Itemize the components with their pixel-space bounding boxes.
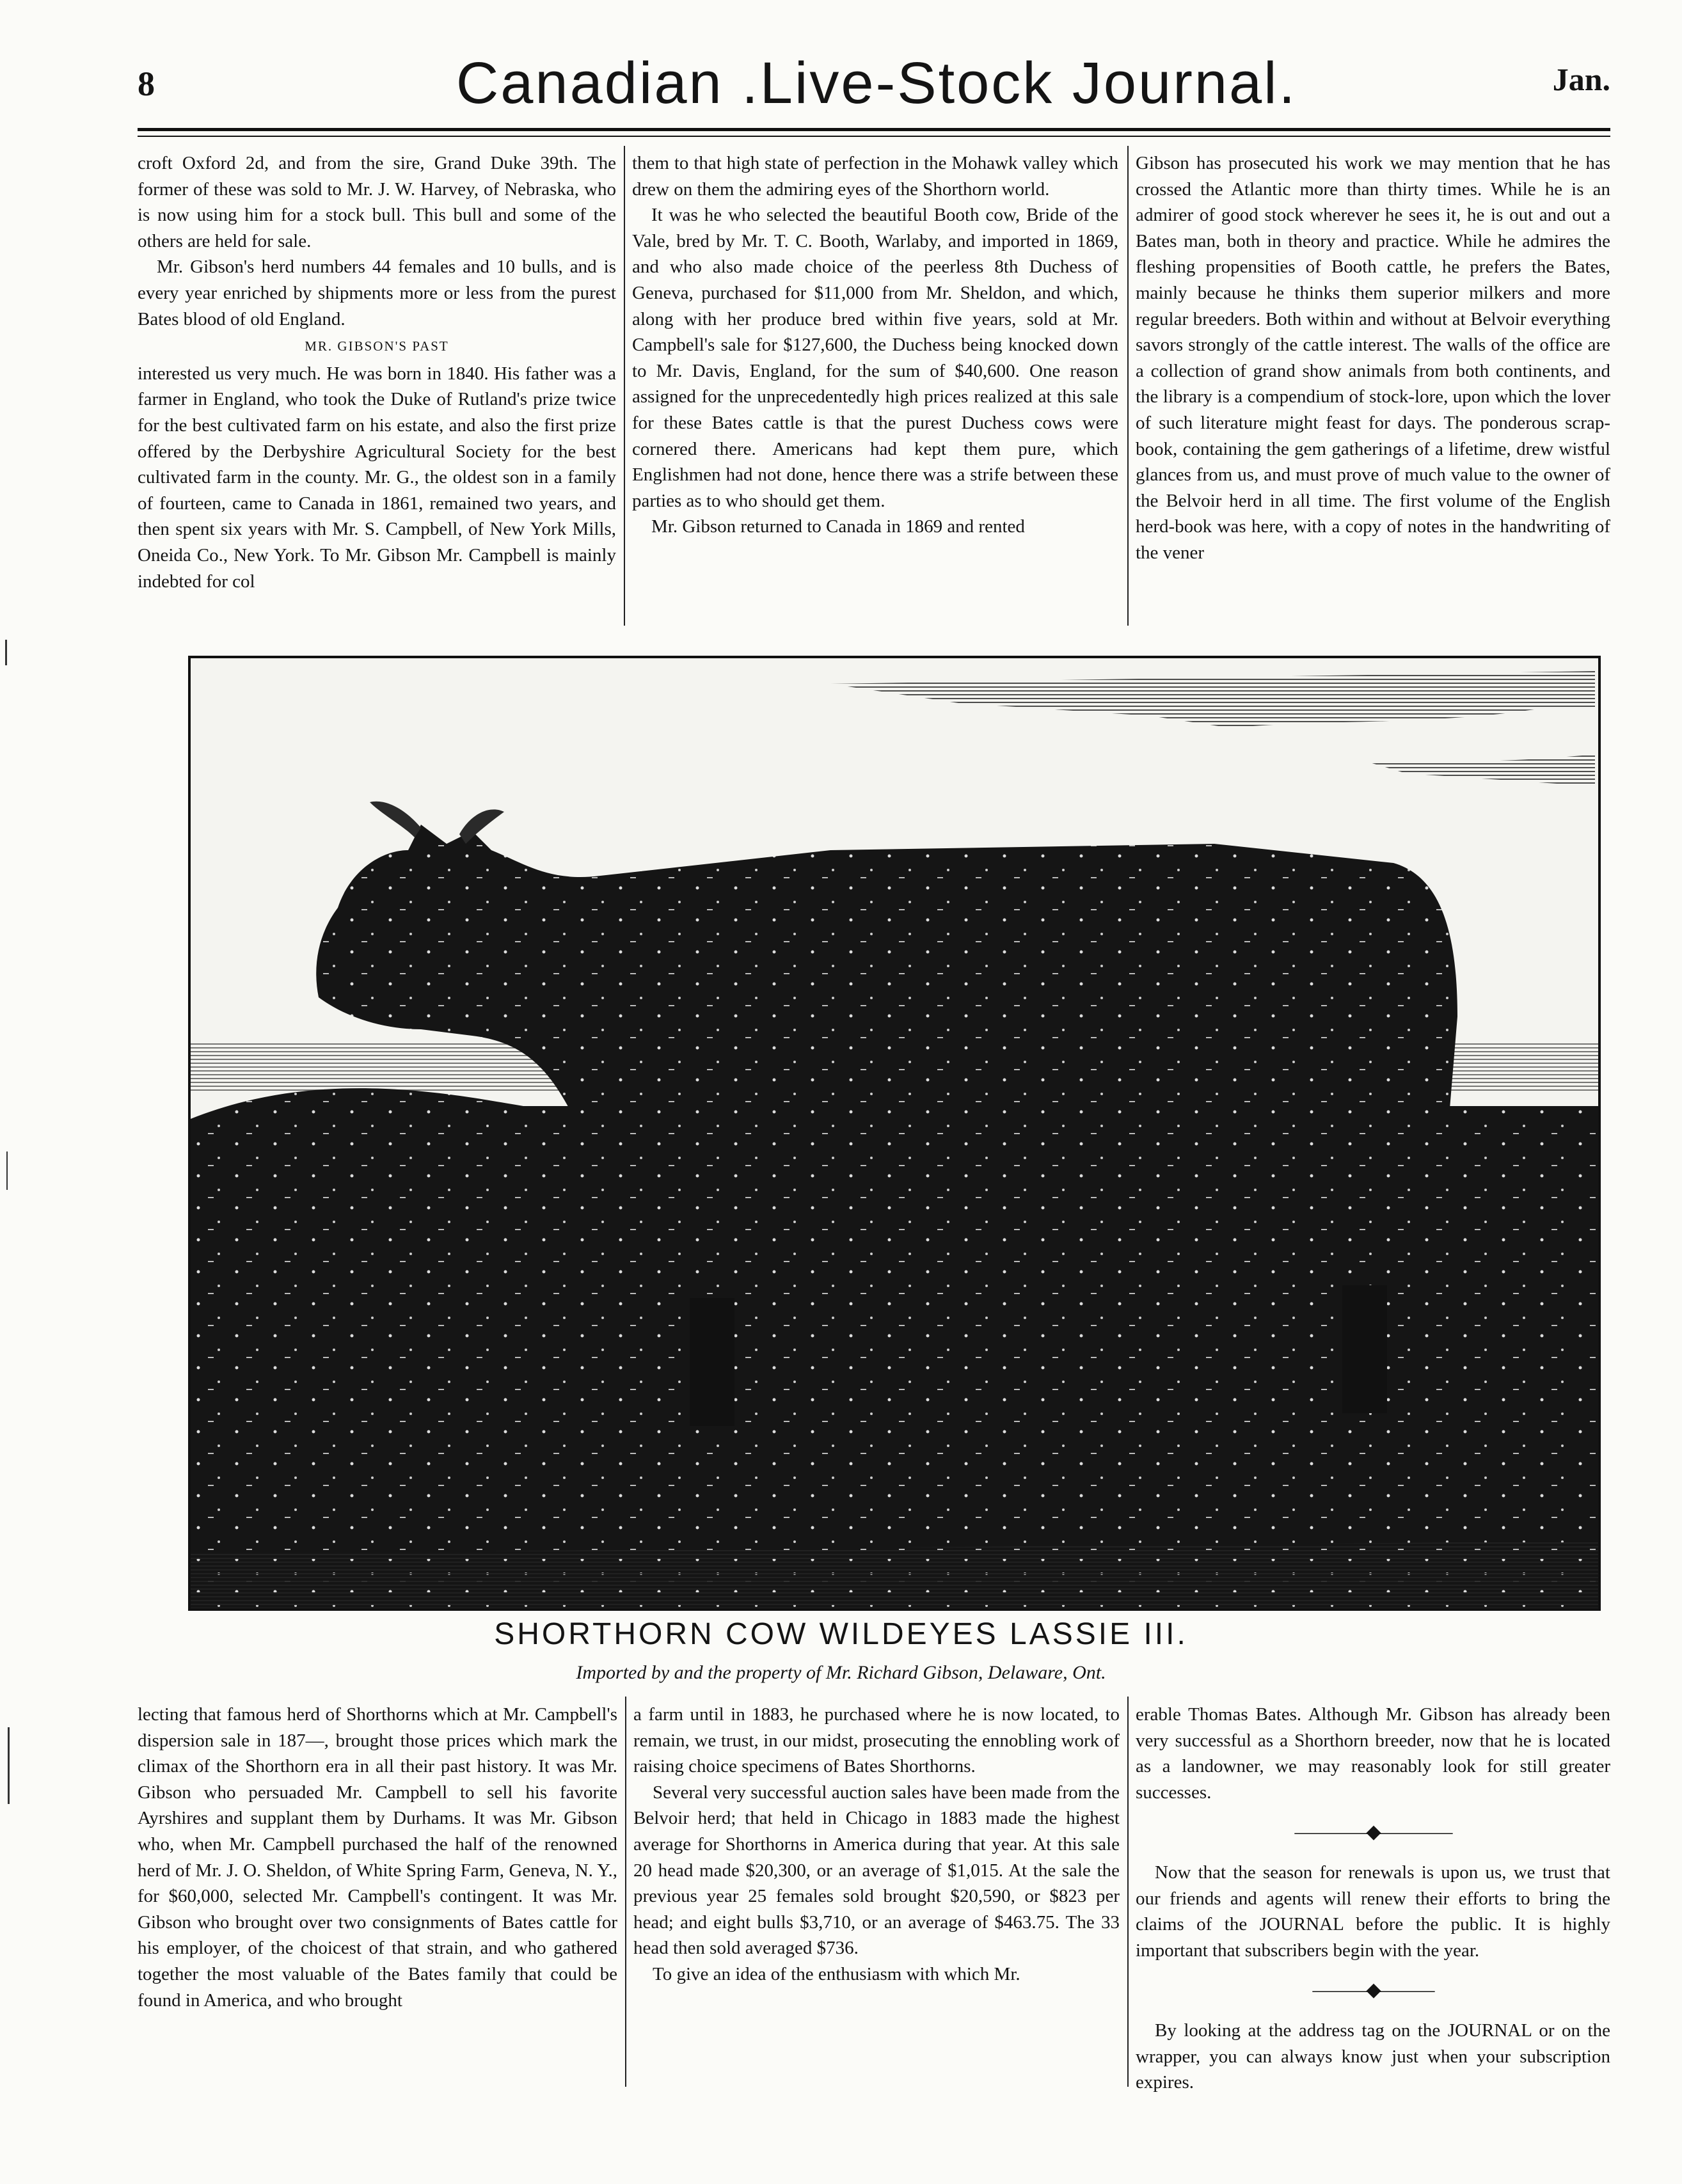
journal-masthead: Canadian .Live-Stock Journal.: [456, 51, 1297, 116]
column-divider: [624, 146, 625, 626]
issue-month: Jan.: [1552, 61, 1610, 97]
header-rule-thin: [138, 136, 1610, 137]
notice-address-tag: By looking at the address tag on the JOURNAL or on the wrapper, you can always know just when your subscription expires.: [1136, 2020, 1610, 2093]
page-number: 8: [138, 65, 155, 103]
paragraph: Mr. Gibson returned to Canada in 1869 and rented: [651, 516, 1025, 537]
section-subhead: MR. GIBSON'S PAST: [305, 338, 449, 354]
paragraph: a farm until in 1883, he purchased where he is now located, to remain, we trust, in our midst, prosecuting the ennobling work of raising choice specimens of Bates Shorthorns.: [633, 1704, 1120, 1777]
illustration-caption-title: SHORTHORN COW WILDEYES LASSIE III.: [494, 1617, 1188, 1651]
paragraph: Mr. Gibson's herd numbers 44 females and 10 bulls, and is every year enriched by shipments more or less from the purest Bates blood of old England.: [138, 257, 616, 329]
margin-specks: [0, 0, 38, 2184]
paragraph: To give an idea of the enthusiasm with which Mr.: [653, 1963, 1020, 1984]
paragraph: Several very successful auction sales have been made from the Belvoir herd; that held in Chicago in 1883 made the highest average for Shorthorns in America during that year. At this sale 20 head made $20,300, or an average of $1,015. At the sale the previous year 25 females sold brought $20,590, or $823 per head; and eight bulls $3,710, or an average of $463.75. The 33 head then sold averaged $736.: [633, 1782, 1120, 1959]
top-column-1: [138, 150, 616, 594]
paragraph: interested us very much. He was born in 1840. His father was a farmer in England, who took the Duke of Rutland's prize twice for the best cultivated farm on his estate, and also the first prize offered by the Derbyshire Agricultural Society for the best cultivated farm in the county. Mr. G., the oldest son in a family of fourteen, came to Canada in 1861, remained two years, and then spent six years with Mr. S. Campbell, of New York Mills, Oneida Co., New York. To Mr. Gibson Mr. Campbell is mainly indebted for col: [138, 363, 616, 592]
paragraph: Gibson has prosecuted his work we may mention that he has crossed the Atlantic more than thirty times. While he is an admirer of good stock wherever he sees it, he is out and out a Bates man, both in theory and practice. While he admires the fleshing propensities of Booth cattle, he prefers the Bates, mainly because he thinks them superior milkers and more regular breeders. Both within and without at Belvoir everything savors strongly of the cattle interest. The walls of the office are a collection of grand show animals from both continents, and the library is a compendium of stock-lore, upon which the lover of such literature might feast for days. The ponderous scrap-book, containing the gem gatherings of a lifetime, drew wistful glances from us, and must prove of much value to the owner of the Belvoir herd in all time. The first volume of the English herd-book was here, with a copy of notes in the handwriting of the vener: [1136, 153, 1610, 563]
ornament-divider: ———◆———: [1312, 1979, 1434, 2001]
header-rule-thick: [138, 128, 1610, 131]
cow-engraving: [188, 656, 1601, 1611]
column-divider: [1127, 1697, 1129, 2087]
ornament-divider: ————◆————: [1294, 1821, 1452, 1843]
paragraph: them to that high state of perfection in the Mohawk valley which drew on them the admiring eyes of the Shorthorn world.: [632, 153, 1118, 200]
cow-illustration: [191, 658, 1598, 1608]
notice-renewals: Now that the season for renewals is upon us, we trust that our friends and agents will renew their efforts to bring the claims of the JOURNAL before the public. It is highly important that subscribers begin with the year.: [1136, 1862, 1610, 1961]
paragraph: croft Oxford 2d, and from the sire, Grand Duke 39th. The former of these was sold to Mr. J. W. Harvey, of Nebraska, who is now using him for a stock bull. This bull and some of the others are held for sale.: [138, 153, 616, 251]
paragraph: erable Thomas Bates. Although Mr. Gibson has already been very successful as a Shorthorn breeder, now that he is located as a landowner, we may reasonably look for still greater successes.: [1136, 1704, 1610, 1803]
column-divider: [1127, 146, 1129, 626]
paragraph: lecting that famous herd of Shorthorns which at Mr. Campbell's dispersion sale in 187—, brought those prices which mark the climax of the Shorthorn era in all their past history. It was Mr. Gibson who persuaded Mr. Campbell to sell his favorite Ayrshires and supplant them by Durhams. It was Mr. Gibson who, when Mr. Campbell purchased the half of the renowned herd of Mr. J. O. Sheldon, of White Spring Farm, Geneva, N. Y., for $60,000, selected Mr. Campbell's contingent. It was Mr. Gibson who brought over two consignments of Bates cattle for his employer, of the choicest of that strain, and who gathered together the most valuable of the Bates family that could be found in America, and who brought: [138, 1704, 617, 2011]
column-divider: [625, 1697, 626, 2087]
illustration-caption-credit: Imported by and the property of Mr. Richard Gibson, Delaware, Ont.: [576, 1662, 1106, 1683]
paragraph: It was he who selected the beautiful Booth cow, Bride of the Vale, bred by Mr. T. C. Booth, Warlaby, and imported in 1869, and who also made choice of the peerless 8th Duchess of Geneva, purchased for $11,000 from Mr. Sheldon, and which, along with her produce bred within five years, sold at Mr. Campbell's sale for $127,600, the Duchess being knocked down to Mr. Davis, England, for the sum of $40,600. One reason assigned for the unprecedentedly high prices realized at this sale for these Bates cattle is that the purest Duchess cows were cornered there. Americans had kept them pure, which Englishmen had not done, hence there was a strife between these parties as to who should get them.: [632, 205, 1118, 511]
top-column-2: [632, 150, 1118, 540]
bottom-column-1: [138, 1702, 617, 2013]
bottom-column-3: [1136, 1702, 1610, 2096]
bottom-column-2: [633, 1702, 1120, 1988]
top-column-3: [1136, 150, 1610, 566]
